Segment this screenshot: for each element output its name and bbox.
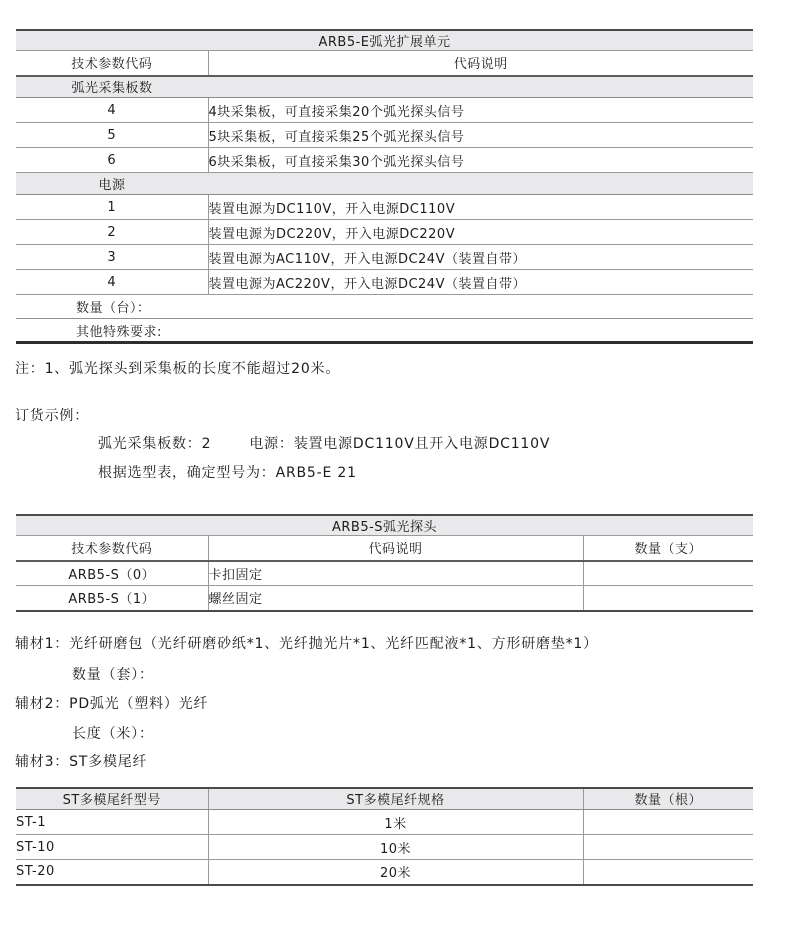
table-row bbox=[16, 148, 753, 173]
table-row bbox=[16, 220, 753, 245]
spec-cell: 10米 bbox=[208, 835, 583, 860]
material-2-length-label: 长度（米）： bbox=[72, 725, 154, 742]
model-cell: ST-10 bbox=[16, 835, 208, 860]
section-header-row bbox=[16, 76, 753, 98]
code-cell: 1 bbox=[16, 195, 208, 220]
table-title-row bbox=[16, 515, 753, 536]
quantity-cell bbox=[583, 561, 753, 586]
section-header-row bbox=[16, 173, 753, 195]
description-cell: 装置电源为AC110V，开入电源DC24V（装置自带） bbox=[208, 245, 753, 270]
st-pigtail-table bbox=[16, 787, 753, 886]
arb5s-table-section bbox=[0, 514, 800, 612]
table-header-row bbox=[16, 788, 753, 810]
column-header-code: 技术参数代码 bbox=[16, 51, 208, 76]
table-row bbox=[16, 245, 753, 270]
spec-cell: 1米 bbox=[208, 810, 583, 835]
note-text: 注：1、弧光探头到采集板的长度不能超过20米。 bbox=[15, 361, 341, 377]
column-header-spec: ST多模尾纤规格 bbox=[208, 788, 583, 810]
st-pigtail-table-section bbox=[0, 787, 800, 886]
order-example-selection: 弧光采集板数：2 bbox=[98, 436, 212, 452]
order-example-power: 电源：装置电源DC110V且开入电源DC110V bbox=[249, 436, 551, 452]
arb5s-spec-table bbox=[16, 514, 753, 612]
order-example-label: 订货示例： bbox=[15, 408, 89, 424]
quantity-cell bbox=[583, 835, 753, 860]
model-cell: ST-20 bbox=[16, 860, 208, 885]
description-cell: 装置电源为DC110V，开入电源DC110V bbox=[208, 195, 753, 220]
code-cell: 5 bbox=[16, 123, 208, 148]
section-header-cell bbox=[16, 76, 753, 98]
code-cell: 2 bbox=[16, 220, 208, 245]
description-cell: 6块采集板，可直接采集30个弧光探头信号 bbox=[208, 148, 753, 173]
table-row bbox=[16, 270, 753, 295]
column-header-model: ST多模尾纤型号 bbox=[16, 788, 208, 810]
code-cell: ARB5-S（1） bbox=[16, 586, 208, 611]
order-example-result: 根据选型表，确定型号为：ARB5-E 21 bbox=[98, 465, 357, 481]
table-header-row bbox=[16, 51, 753, 76]
section-header-label: 弧光采集板数 bbox=[71, 81, 153, 97]
fill-in-label: 其他特殊要求: bbox=[76, 324, 162, 340]
code-cell: 4 bbox=[16, 270, 208, 295]
column-header-desc: 代码说明 bbox=[208, 51, 753, 76]
description-cell: 装置电源为AC220V，开入电源DC24V（装置自带） bbox=[208, 270, 753, 295]
code-cell: 4 bbox=[16, 98, 208, 123]
table-row bbox=[16, 835, 753, 860]
description-cell: 螺丝固定 bbox=[208, 586, 583, 611]
arb5e-table-section bbox=[0, 0, 800, 344]
model-cell: ST-1 bbox=[16, 810, 208, 835]
column-header-qty: 数量（根） bbox=[583, 788, 753, 810]
fill-in-label: 数量（台）： bbox=[16, 295, 753, 319]
material-1-qty-label: 数量（套）： bbox=[72, 666, 154, 683]
table-row bbox=[16, 586, 753, 611]
code-cell: 3 bbox=[16, 245, 208, 270]
table-row bbox=[16, 98, 753, 123]
table-row bbox=[16, 561, 753, 586]
quantity-cell bbox=[583, 586, 753, 611]
material-2-text: 辅材2：PD弧光（塑料）光纤 bbox=[15, 695, 209, 712]
material-1-text: 辅材1：光纤研磨包（光纤研磨砂纸*1、光纤抛光片*1、光纤匹配液*1、方形研磨垫*1） bbox=[15, 635, 598, 652]
quantity-cell bbox=[583, 810, 753, 835]
order-example-line bbox=[98, 434, 800, 454]
code-cell: 6 bbox=[16, 148, 208, 173]
code-cell: ARB5-S（0） bbox=[16, 561, 208, 586]
section-header-label: 电源 bbox=[98, 178, 126, 193]
column-header-qty: 数量（支） bbox=[583, 536, 753, 561]
description-cell: 5块采集板，可直接采集25个弧光探头信号 bbox=[208, 123, 753, 148]
description-cell: 卡扣固定 bbox=[208, 561, 583, 586]
quantity-cell bbox=[583, 860, 753, 885]
column-header-code: 技术参数代码 bbox=[16, 536, 208, 561]
table-row bbox=[16, 123, 753, 148]
table-title-row bbox=[16, 30, 753, 51]
table-row bbox=[16, 810, 753, 835]
fill-in-row bbox=[16, 319, 753, 343]
table-header-row bbox=[16, 536, 753, 561]
column-header-desc: 代码说明 bbox=[208, 536, 583, 561]
table-row bbox=[16, 860, 753, 885]
arb5e-spec-table bbox=[16, 29, 753, 344]
fill-in-row bbox=[16, 295, 753, 319]
table-title: ARB5-E弧光扩展单元 bbox=[16, 30, 753, 51]
spec-cell: 20米 bbox=[208, 860, 583, 885]
table-title: ARB5-S弧光探头 bbox=[16, 515, 753, 536]
section-header-cell bbox=[16, 173, 753, 195]
table-row bbox=[16, 195, 753, 220]
material-3-text: 辅材3：ST多模尾纤 bbox=[15, 753, 148, 770]
description-cell: 4块采集板，可直接采集20个弧光探头信号 bbox=[208, 98, 753, 123]
description-cell: 装置电源为DC220V，开入电源DC220V bbox=[208, 220, 753, 245]
